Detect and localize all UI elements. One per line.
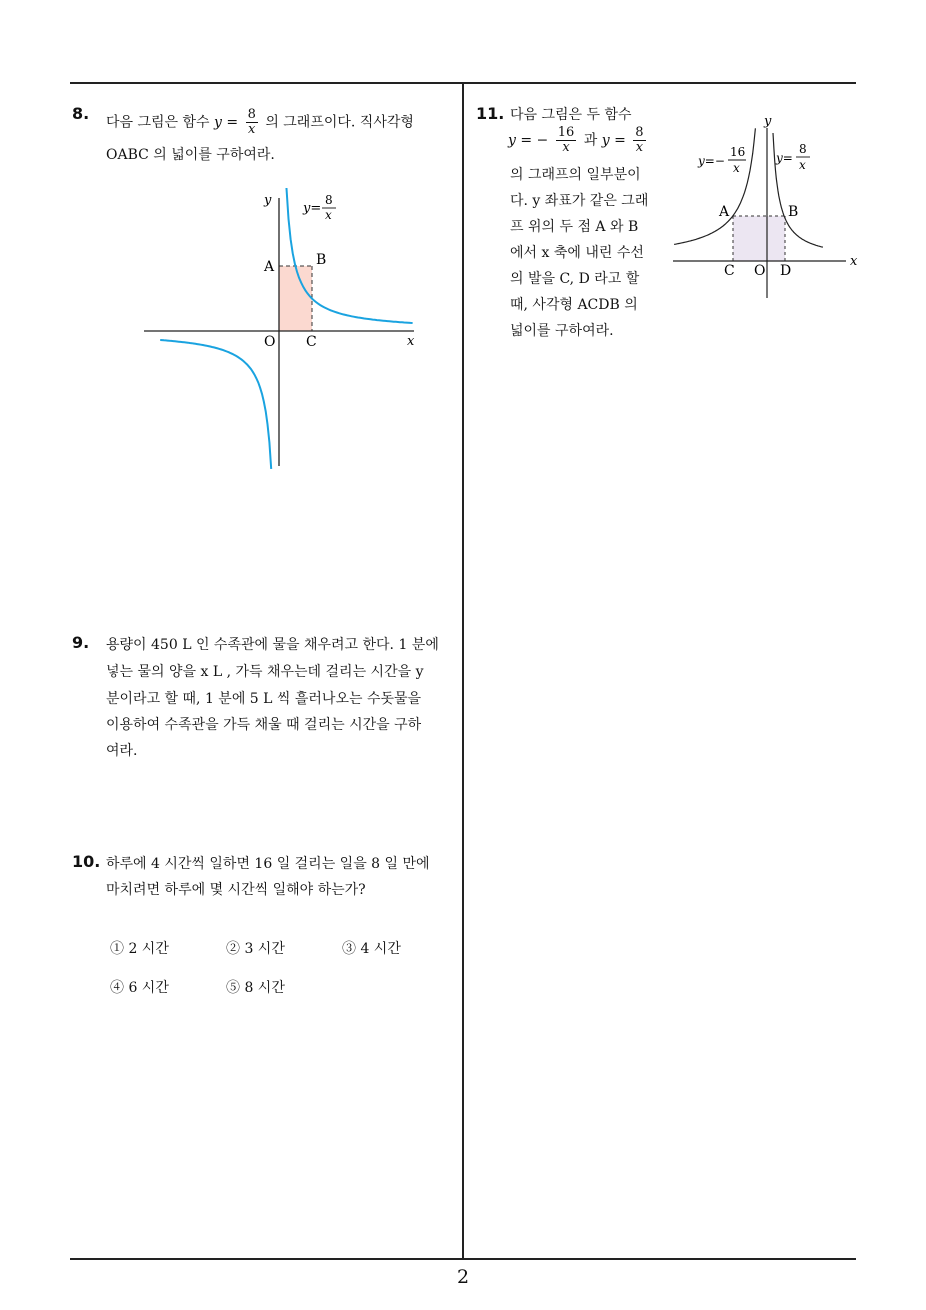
choice-1[interactable]: ① 2 시간 [110, 941, 169, 957]
left-curve-label: y=− [698, 154, 725, 168]
curve-label: y= [303, 201, 322, 216]
right-curve-label-numerator: 8 [799, 142, 807, 156]
x-axis-label: x [407, 334, 415, 349]
problem-text-line2: OABC 의 넓이를 구하여라. [106, 147, 275, 163]
point-b-label: B [316, 252, 327, 268]
origin-label: O [264, 334, 276, 350]
problem-line: 의 그래프의 일부분이 [510, 167, 641, 183]
right-curve-label-denominator: x [799, 158, 806, 172]
point-c-label: C [306, 334, 317, 350]
rectangle-oabc [279, 266, 312, 331]
problem-line: 넓이를 구하여라. [510, 323, 614, 339]
point-b-label: B [788, 204, 799, 220]
point-a-label: A [719, 204, 730, 220]
choice-5[interactable]: ⑤ 8 시간 [226, 980, 285, 996]
curve-label-denominator: x [325, 208, 332, 222]
problem-line: 프 위의 두 점 A 와 B [510, 219, 639, 235]
problem-number: 10. [72, 852, 101, 871]
choice-4[interactable]: ④ 6 시간 [110, 980, 169, 996]
bottom-rule [70, 1258, 856, 1260]
choice-2[interactable]: ② 3 시간 [226, 941, 285, 957]
origin-label: O [754, 263, 766, 279]
problem-number: 11. [476, 104, 505, 123]
point-a-label: A [264, 259, 275, 275]
problem-equations: y = − $\frac{16}{x}$ 과 y = $\frac{8}{x}$ [508, 125, 644, 155]
fraction: $\frac{8}{x}$ [635, 125, 644, 155]
point-d-label: D [780, 263, 792, 279]
graph-8 [140, 188, 430, 473]
problem-line: 다. y 좌표가 같은 그래 [510, 193, 649, 209]
problem-number: 8. [72, 104, 90, 123]
problem-line: 에서 x 축에 내린 수선 [510, 245, 644, 261]
page-number: 2 [456, 1266, 470, 1288]
problem-line: 하루에 4 시간씩 일하면 16 일 걸리는 일을 8 일 만에 [106, 856, 430, 872]
problem-text: 다음 그림은 함수 y = $\frac{8}{x}$ 의 그래프이다. 직사각형 [106, 107, 414, 137]
problem-number: 9. [72, 633, 90, 652]
left-curve-label-denominator: x [733, 161, 740, 175]
problem-line: 이용하여 수족관을 가득 채울 때 걸리는 시간을 구하 [106, 717, 422, 733]
problem-line: 때, 사각형 ACDB 의 [510, 297, 638, 313]
curve-label-numerator: 8 [325, 193, 333, 207]
problem-line: 넣는 물의 양을 x L , 가득 채우는데 걸리는 시간을 y [106, 664, 424, 680]
problem-line: 의 발을 C, D 라고 할 [510, 271, 640, 287]
point-c-label: C [724, 263, 735, 279]
problem-line: 여라. [106, 743, 138, 759]
y-axis-label: y [264, 193, 272, 208]
column-divider [462, 82, 464, 1259]
graph-11 [670, 110, 862, 300]
x-axis-label: x [850, 254, 858, 269]
rectangle-acdb [733, 216, 785, 261]
problem-line: 용량이 450 L 인 수족관에 물을 채우려고 한다. 1 분에 [106, 637, 439, 653]
right-curve-label: y= [776, 151, 793, 165]
fraction: $\frac{16}{x}$ [557, 125, 575, 155]
curve-negative-branch [160, 340, 271, 469]
problem-line: 다음 그림은 두 함수 [510, 107, 632, 123]
left-curve-label-numerator: 16 [730, 145, 746, 159]
choice-3[interactable]: ③ 4 시간 [342, 941, 401, 957]
problem-line: 마치려면 하루에 몇 시간씩 일해야 하는가? [106, 882, 366, 898]
problem-line: 분이라고 할 때, 1 분에 5 L 씩 흘러나오는 수돗물을 [106, 691, 422, 707]
y-axis-label: y [764, 114, 772, 129]
fraction: $\frac{8}{x}$ [247, 107, 256, 137]
